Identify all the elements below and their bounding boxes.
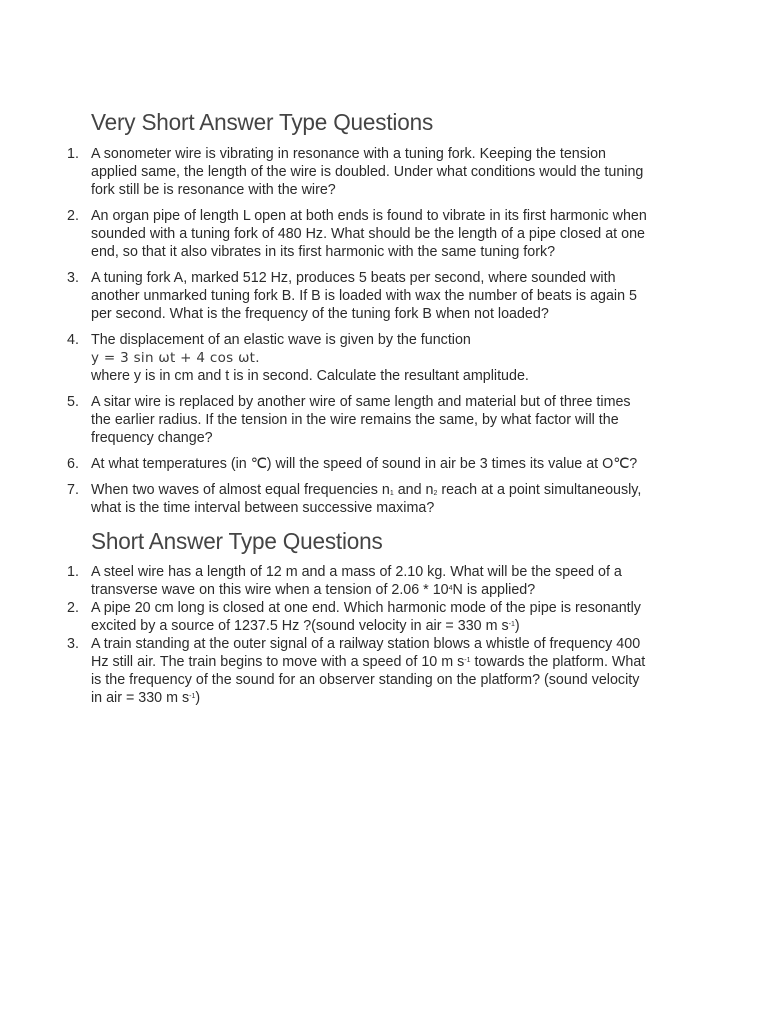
question-number: 4.: [67, 332, 79, 348]
question-text-line: A sonometer wire is vibrating in resonance with a tuning fork. Keeping the tension: [91, 146, 606, 162]
question-item: [0, 599, 681, 635]
question-number: 7.: [67, 482, 79, 498]
question-number: 5.: [67, 394, 79, 410]
question-number: 1.: [67, 146, 79, 162]
question-text-line: where y is in cm and t is in second. Calculate the resultant amplitude.: [91, 368, 529, 384]
question-text-line: A tuning fork A, marked 512 Hz, produces 5 beats per second, where sounded with: [91, 270, 616, 286]
text-fragment: reach at a point simultaneously,: [437, 482, 642, 498]
question-text-line: the earlier radius. If the tension in the wire remains the same, by what factor will the: [91, 412, 619, 428]
question-text-line: [91, 581, 681, 599]
superscript: 4: [448, 585, 453, 592]
superscript: -1: [464, 657, 471, 664]
text-fragment: ): [195, 690, 201, 706]
section-heading-very-short: Very Short Answer Type Questions: [91, 109, 434, 135]
text-fragment: in air = 330 m s: [91, 690, 190, 706]
question-text-line: fork still be is resonance with the wire?: [91, 182, 336, 198]
question-text-line: [91, 653, 681, 671]
subscript: 2: [433, 490, 438, 497]
text-fragment: towards the platform. What: [470, 654, 646, 670]
question-text-line: [91, 617, 681, 635]
question-text-line: An organ pipe of length L open at both ends is found to vibrate in its first harmonic when: [91, 208, 647, 224]
wave-formula: y = 3 sin ωt + 4 cos ωt.: [91, 350, 260, 366]
superscript: -1: [189, 693, 196, 700]
superscript: -1: [508, 621, 515, 628]
question-text-line: [91, 481, 681, 499]
question-item: [0, 635, 681, 707]
question-number: 2.: [67, 600, 79, 616]
question-text-line: another unmarked tuning fork B. If B is loaded with wax the number of beats is again 5: [91, 288, 637, 304]
question-text-line: sounded with a tuning fork of 480 Hz. What should be the length of a pipe closed at one: [91, 226, 645, 242]
question-item: [0, 393, 681, 447]
question-text-line: per second. What is the frequency of the tuning fork B when not loaded?: [91, 306, 549, 322]
question-number: 3.: [67, 270, 79, 286]
subscript: 1: [389, 490, 394, 497]
question-item: [0, 563, 681, 599]
question-text-line: applied same, the length of the wire is doubled. Under what conditions would the tuning: [91, 164, 644, 180]
question-number: 1.: [67, 564, 79, 580]
section-heading-short: Short Answer Type Questions: [91, 528, 383, 554]
question-text-line: A pipe 20 cm long is closed at one end. Which harmonic mode of the pipe is resonantly: [91, 600, 641, 616]
text-fragment: transverse wave on this wire when a tension of 2.06 * 10: [91, 582, 449, 598]
text-fragment: excited by a source of 1237.5 Hz ?(sound velocity in air = 330 m s: [91, 618, 509, 634]
question-item: [0, 269, 681, 323]
question-text-line: end, so that it also vibrates in its first harmonic with the same tuning fork?: [91, 244, 556, 260]
text-fragment: N is applied?: [452, 582, 536, 598]
question-text-line: frequency change?: [91, 430, 213, 446]
question-text-line: is the frequency of the sound for an observer standing on the platform? (sound velocity: [91, 672, 640, 688]
question-item: [0, 455, 681, 473]
question-text-line: At what temperatures (in ℃) will the speed of sound in air be 3 times its value at O℃?: [91, 456, 638, 472]
text-fragment: and n: [393, 482, 434, 498]
text-fragment: When two waves of almost equal frequencies n: [91, 482, 390, 498]
question-text-line: A sitar wire is replaced by another wire of same length and material but of three times: [91, 394, 631, 410]
question-number: 3.: [67, 636, 79, 652]
question-text-line: A train standing at the outer signal of a railway station blows a whistle of frequency 400: [91, 636, 641, 652]
text-fragment: ): [514, 618, 520, 634]
question-number: 6.: [67, 456, 79, 472]
question-item: [0, 145, 681, 199]
question-text-line: A steel wire has a length of 12 m and a mass of 2.10 kg. What will be the speed of a: [91, 564, 622, 580]
question-number: 2.: [67, 208, 79, 224]
question-text-line: The displacement of an elastic wave is given by the function: [91, 332, 471, 348]
question-text-line: what is the time interval between successive maxima?: [91, 500, 435, 516]
question-text-line: [91, 689, 681, 707]
question-item: [0, 207, 681, 261]
question-item: [0, 481, 681, 517]
question-item: [0, 331, 681, 385]
text-fragment: Hz still air. The train begins to move with a speed of 10 m s: [91, 654, 465, 670]
short-question-list: [0, 563, 768, 707]
very-short-question-list: [0, 145, 768, 525]
